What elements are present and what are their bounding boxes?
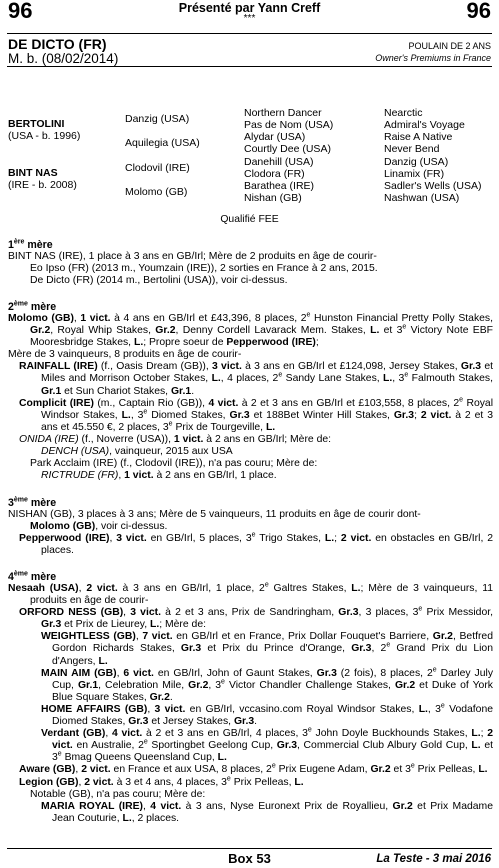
second-dam-text: Molomo (GB), 1 vict. à 4 ans en GB/Irl et £43,396, 8 places, 2e Hunston Financial Pretty Polly Stakes, Gr.2, Royal Whip Stakes, Gr.2, Denny Cordell Lavarack Mem. Stakes, L. et 3e Victory Note EBF Mooresbridge Stakes, L.; Propre soeur de Pepperwood (IRE); Mère de 3 vainqueurs, 8 produits en âge de courir- RAINFALL (IRE) (f., Oasis Dream (GB)), 3 vict. à 3 ans en GB/Irl et £124,098, Jersey Stakes, Gr.3 et Miles and Morrison October Stakes, L., 4 places, 2e Sandy Lane Stakes, L., 3e Falmouth Stakes, Gr.1 et Sun Chariot Stakes, Gr.1. Complicit (IRE) (m., Captain Rio (GB)), 4 vict. à 2 et 3 ans en GB/Irl et £103,558, 8 places, 2e Royal Windsor Stakes, L., 3e Diomed Stakes, Gr.3 et 188Bet Winter Hill Stakes, Gr.3; 2 vict. à 2 et 3 ans et 45.550 €, 2 places, 3e Prix de Tourgeville, L. ONIDA (IRE) (f., Noverre (USA)), 1 vict. à 2 ans en GB/Irl; Mère de: DENCH (USA), vainqueur, 2015 aux USA Park Acclaim (IRE) (f., Clodovil (IRE)), n'a pas couru; Mère de: RICTRUDE (FR), 1 vict. à 2 ans en GB/Irl, 1 place.: [8, 311, 494, 482]
pedigree-g4-3: Never Bend: [384, 143, 440, 155]
section-first-dam: 1ère mère: [8, 238, 53, 251]
pedigree-g3-1: Pas de Nom (USA): [244, 119, 334, 131]
pedigree-g3-0: Northern Dancer: [244, 107, 322, 119]
horse-name: DE DICTO (FR): [8, 36, 107, 52]
owner-premium: Owner's Premiums in France: [375, 53, 491, 63]
first-dam-text: BINT NAS (IRE), 1 place à 3 ans en GB/Irl; Mère de 2 produits en âge de courir- Eo Ipso (FR) (2013 m., Youmzain (IRE)), 2 sorties en France à 2 ans, 2015. De Dicto (FR) (2014 m., Bertolini (USA)), voir ci-dessus.: [8, 251, 378, 287]
header-rule: [7, 33, 492, 34]
section-third-dam: 3ème mère: [8, 496, 57, 509]
pedigree-g4-4: Danzig (USA): [384, 156, 449, 168]
pedigree-g2-3: Molomo (GB): [125, 186, 188, 198]
name-rule: [7, 66, 492, 67]
pedigree-g3-4: Danehill (USA): [244, 156, 314, 168]
pedigree-g4-1: Admiral's Voyage: [384, 119, 465, 131]
pedigree-g3-2: Alydar (USA): [244, 131, 306, 143]
qualification: Qualifié FEE: [220, 214, 279, 225]
pedigree-g3-6: Barathea (IRE): [244, 180, 315, 192]
pedigree-g3-7: Nishan (GB): [244, 192, 302, 204]
third-dam-text: NISHAN (GB), 3 places à 3 ans; Mère de 5 vainqueurs, 11 produits en âge de courir dont- Molomo (GB), voir ci-dessus. Pepperwood (IRE), 3 vict. en GB/Irl, 5 places, 3e Trigo Stakes, L.; 2 vict. en obstacles en GB/Irl, 2 places.: [8, 509, 493, 557]
section-second-dam: 2ème mère: [8, 300, 57, 313]
pedigree-g2-1: Aquilegia (USA): [125, 137, 200, 149]
stars: ***: [243, 13, 256, 24]
pedigree-g3-5: Clodora (FR): [244, 168, 305, 180]
lot-number-left: 96: [8, 0, 33, 23]
lot-number-right: 96: [466, 0, 491, 23]
fourth-dam-text: Nesaah (USA), 2 vict. à 3 ans en GB/Irl, 1 place, 2e Galtres Stakes, L.; Mère de 3 vainqueurs, 11 produits en âge de courir- ORFORD NESS (GB), 3 vict. à 2 et 3 ans, Prix de Sandringham, Gr.3, 3 places, 3e Prix Messidor, Gr.3 et Prix de Lieurey, L.; Mère de: WEIGHTLESS (GB), 7 vict. en GB/Irl et en France, Prix Dollar Fouquet's Barriere, Gr.2, Betfred Gordon Richards Stakes, Gr.3 et Prix du Prince d'Orange, Gr.3, 2e Grand Prix du Lion d'Angers, L. MAIN AIM (GB), 6 vict. en GB/Irl, John of Gaunt Stakes, Gr.3 (2 fois), 8 places, 2e Darley July Cup, Gr.1, Celebration Mile, Gr.2, 3e Victor Chandler Challenge Stakes, Gr.2 et Duke of York Blue Square Stakes, Gr.2. HOME AFFAIRS (GB), 3 vict. en GB/Irl, vccasino.com Royal Windsor Stakes, L., 3e Vodafone Diomed Stakes, Gr.3 et Jersey Stakes, Gr.3. Verdant (GB), 4 vict. à 2 et 3 ans en GB/Irl, 4 places, 3e John Doyle Buckhounds Stakes, L.; 2 vict. en Australie, 2e Sportingbet Geelong Cup, Gr.3, Commercial Club Albury Gold Cup, L. et 3e Bmag Queens Queensland Cup, L. Aware (GB), 2 vict. en France et aux USA, 8 places, 2e Prix Eugene Adam, Gr.2 et 3e Prix Pelleas, L. Legion (GB), 2 vict. à 3 et 4 ans, 4 places, 3e Prix Pelleas, L. Notable (GB), n'a pas couru; Mère de: MARIA ROYAL (IRE), 4 vict. à 3 ans, Nyse Euronext Prix de Royallieu, Gr.2 et Prix Madame Jean Couturie, L., 2 places.: [8, 581, 494, 824]
sire-info: (USA - b. 1996): [8, 130, 81, 142]
pedigree-dam: [8, 167, 77, 191]
section-fourth-dam: 4ème mère: [8, 570, 57, 583]
footer-rule: [7, 848, 492, 849]
dam-name: BINT NAS: [8, 167, 58, 179]
pedigree-g2-0: Danzig (USA): [125, 113, 190, 125]
pedigree-sire: [8, 118, 80, 142]
pedigree-g4-0: Nearctic: [384, 107, 423, 119]
dam-info: (IRE - b. 2008): [8, 179, 77, 191]
horse-category-block: [375, 40, 491, 64]
pedigree-g3-3: Courtly Dee (USA): [244, 143, 331, 155]
horse-info: M. b. (08/02/2014): [8, 51, 119, 66]
pedigree-g4-7: Nashwan (USA): [384, 192, 460, 204]
box-number: Box 53: [228, 851, 271, 866]
pedigree-g4-5: Linamix (FR): [384, 168, 445, 180]
pedigree-g4-6: Sadler's Wells (USA): [384, 180, 482, 192]
sale-venue-date: La Teste - 3 mai 2016: [376, 853, 491, 865]
horse-category: POULAIN DE 2 ANS: [408, 41, 491, 51]
consignor-title: Présenté par Yann Creff: [178, 1, 321, 15]
pedigree-g2-2: Clodovil (IRE): [125, 162, 190, 174]
pedigree-g4-2: Raise A Native: [384, 131, 453, 143]
sire-name: BERTOLINI: [8, 118, 65, 130]
